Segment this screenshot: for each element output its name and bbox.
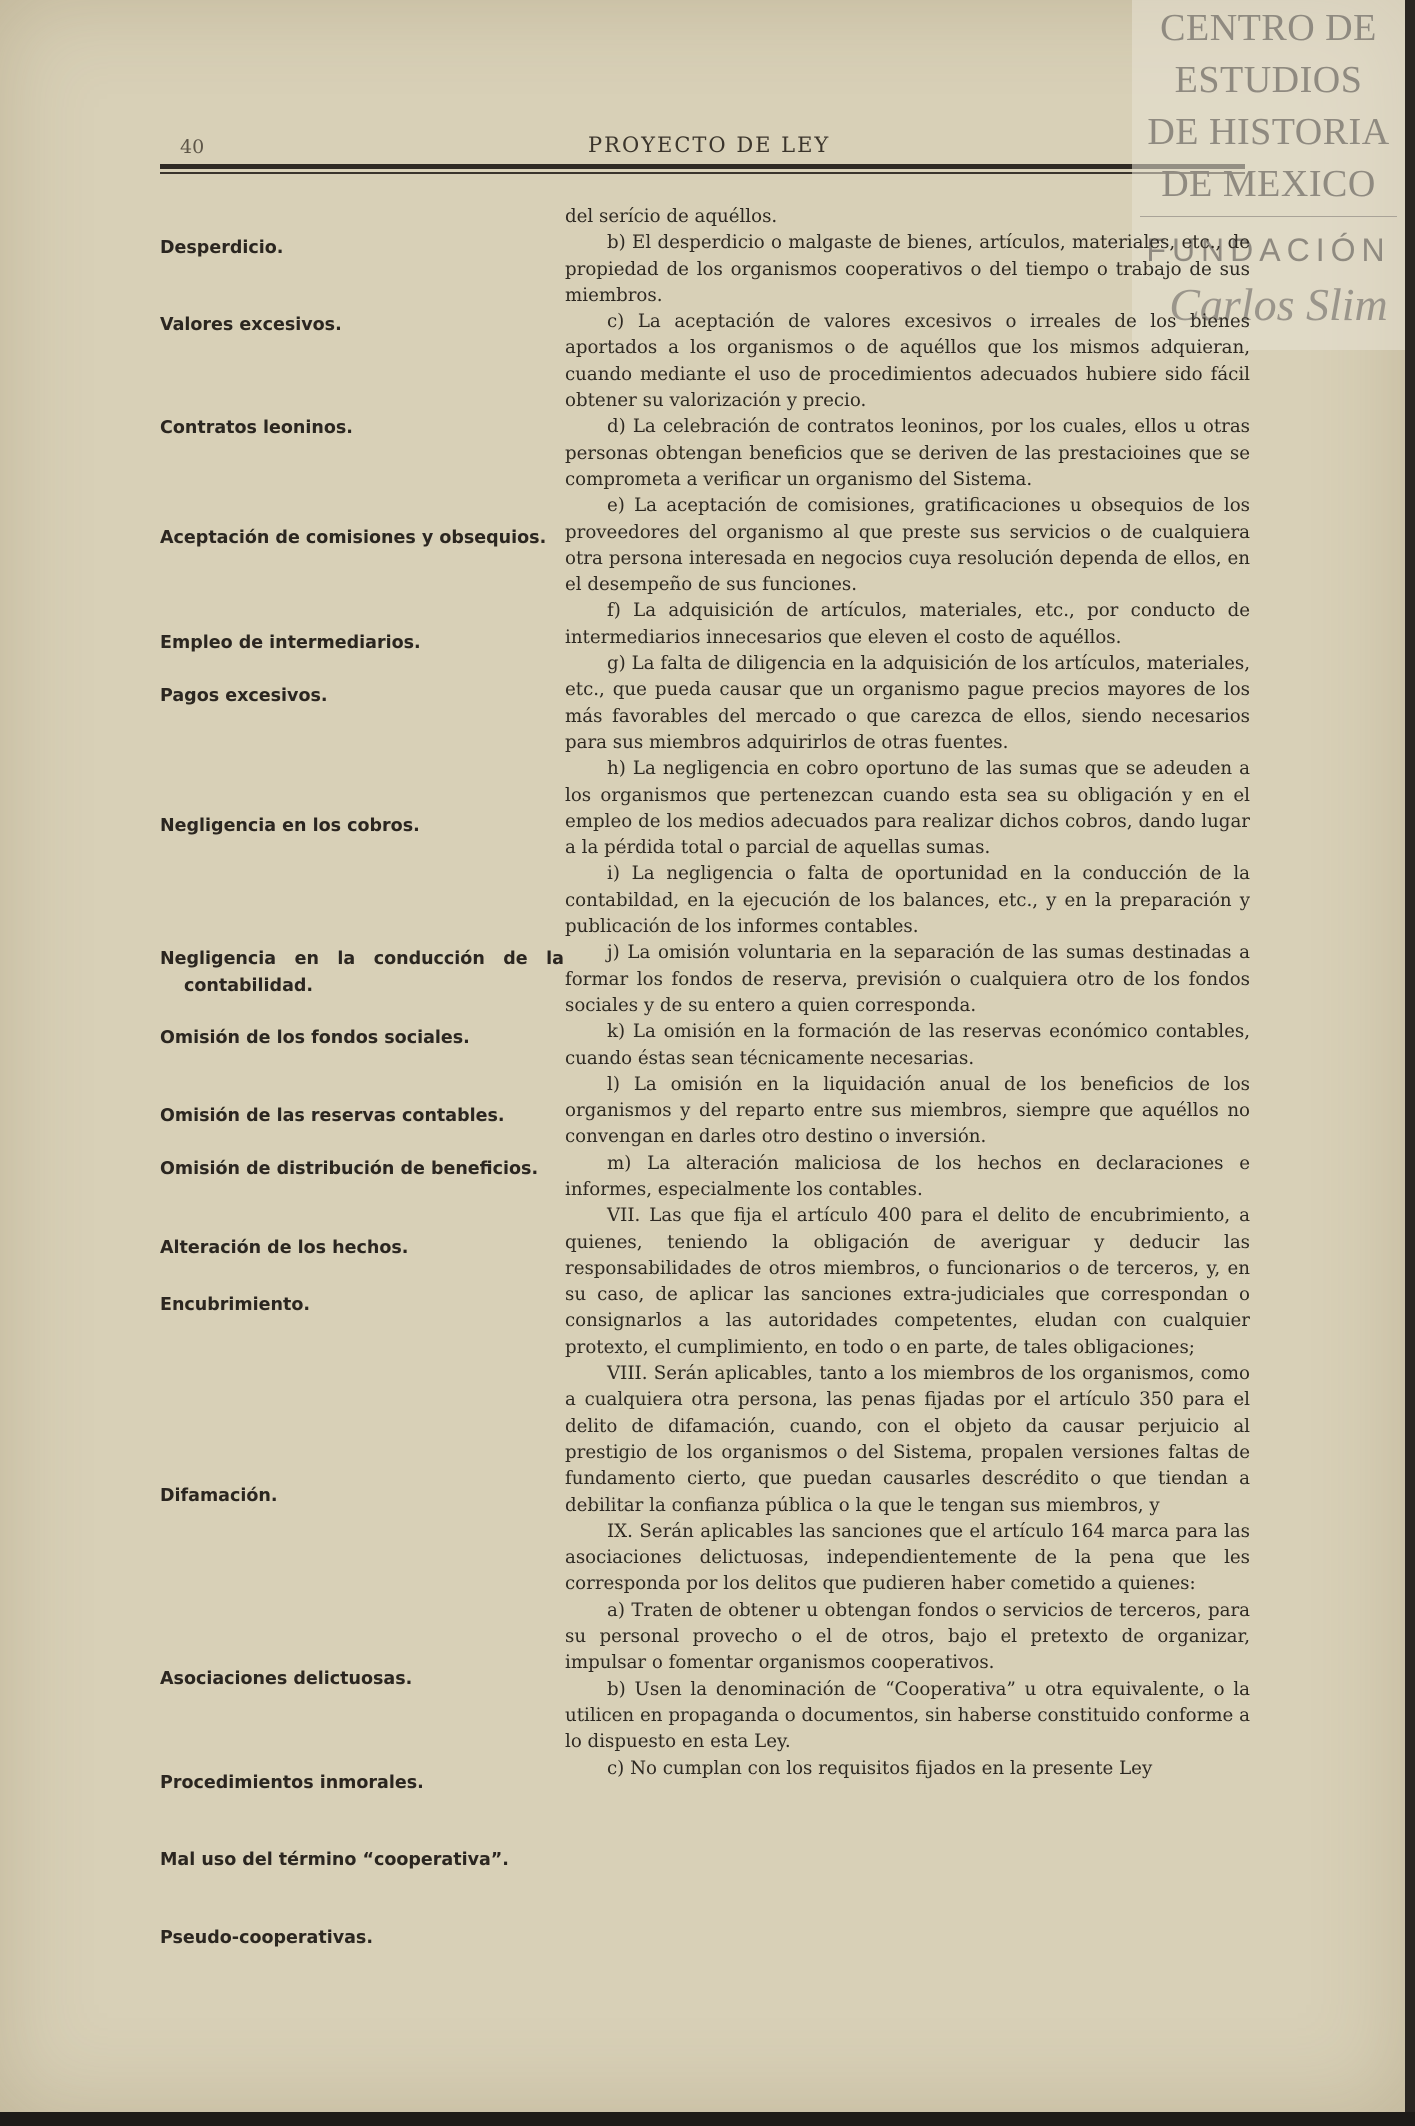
body-text [565,204,1250,1782]
paragraph: b) El desperdicio o malgaste de bienes, artículos, materiales, etc., de propiedad de los organismos cooperativos o del tiempo o trabajo de sus miembros. [565,232,1250,306]
paragraph: d) La celebración de contratos leoninos, por los cuales, ellos u otras personas obtengan beneficios que se deriven de las prestacioines que se comprometa a verificar un organismo del Sistema. [565,416,1250,490]
paragraph: IX. Serán aplicables las sanciones que el artículo 164 marca para las asociaciones delictuosas, independientemente de la pena que les corresponda por los delitos que pudieren haber cometido a quienes: [565,1520,1250,1595]
margin-note: Asociaciones delictuosas. [160,1669,413,1689]
scan-border-right [1405,0,1415,2126]
margin-note: Pseudo-cooperativas. [160,1928,373,1948]
paragraph: l) La omisión en la liquidación anual de los beneficios de los organismos y del reparto entre sus miembros, siempre que aquéllos no convengan en darles otro destino o inversión. [565,1073,1250,1148]
margin-note: Aceptación de comisiones y obsequios. [160,528,547,548]
margin-note: Pagos excesivos. [160,686,328,706]
margin-note: Desperdicio. [160,238,284,258]
paragraph: VII. Las que fija el artículo 400 para el delito de encubrimiento, a quienes, teniendo la obligación de averiguar y deducir las responsabilidades de otros miembros, o funcionarios o de terceros, y, en su caso, de aplicar las sanciones extra-judiciales que correspondan o consignarlos a las autoridades competentes, eludan con cualquier protexto, el cumplimiento, en todo o en parte, de tales obligaciones; [565,1205,1250,1358]
paragraph: f) La adquisición de artículos, materiales, etc., por conducto de intermediarios innecesarios que eleven el costo de aquéllos. [565,600,1250,648]
margin-note: Omisión de las reservas contables. [160,1106,505,1126]
paragraph: e) La aceptación de comisiones, gratificaciones u obsequios de los proveedores del organismo al que preste sus servicios o de cualquiera otra persona interesada en negocios cuya resolución dependa de ellos, en el desempeño de sus funciones. [565,495,1250,596]
header-rule-thin [160,172,1245,174]
paragraph: j) La omisión voluntaria en la separación de las sumas destinadas a formar los fondos de reserva, previsión o cualquiera otro de los fondos sociales y de su entero a quien corresponda. [565,942,1250,1016]
margin-note: Empleo de intermediarios. [160,633,421,653]
margin-note: Mal uso del término “cooperativa”. [160,1850,509,1870]
margin-note: Omisión de los fondos sociales. [160,1028,470,1048]
margin-note: Valores excesivos. [160,315,342,335]
paragraph: i) La negligencia o falta de oportunidad en la conducción de la contabildad, en la ejecución de los balances, etc., y en la preparación y publicación de los informes contables. [565,863,1250,938]
watermark-line: ESTUDIOS [1174,59,1363,101]
margin-note: Omisión de distribución de beneficios. [160,1159,539,1179]
watermark-foundation: FUNDACIÓN [1146,232,1391,268]
scan-border-bottom [0,2112,1415,2126]
paragraph: del serício de aquéllos. [565,206,778,227]
paragraph: k) La omisión en la formación de las reservas económico contables, cuando éstas sean técnicamente necesarias. [565,1021,1250,1069]
watermark-line: DE HISTORIA [1147,111,1390,153]
paragraph: b) Usen la denominación de “Cooperativa” u otra equivalente, o la utilicen en propaganda o documentos, sin haberse constituido conforme a lo dispuesto en esta Ley. [565,1678,1250,1753]
paragraph: h) La negligencia en cobro oportuno de las sumas que se adeuden a los organismos que pertenezcan cuando esta sea su obligación y en el empleo de los medios adecuados para realizar dichos cobros, dando lugar a la pérdida total o parcial de aquellas sumas. [565,758,1250,859]
watermark-line: CENTRO DE [1160,7,1377,49]
paragraph: c) No cumplan con los requisitos fijados en la presente Ley [607,1757,1153,1779]
running-title: PROYECTO DE LEY [588,133,831,157]
watermark-line: DE MEXICO [1161,163,1376,205]
page-number: 40 [180,136,205,158]
margin-note: Difamación. [160,1486,278,1506]
header-rule-thick [160,164,1245,169]
margin-note: Contratos leoninos. [160,418,353,438]
margin-note: Negligencia en la conducción de la contabilidad. [160,949,564,996]
paragraph: c) La aceptación de valores excesivos o irreales de los bienes aportados a los organismos o de aquéllos que los mismos adquieran, cuando mediante el uso de procedimientos adecuados hubiere sido fácil obtener su valorización y precio. [565,311,1250,412]
paragraph: a) Traten de obtener u obtengan fondos o servicios de terceros, para su personal provecho o el de otros, bajo el pretexto de organizar, impulsar o fomentar organismos cooperativos. [565,1599,1250,1674]
paragraph: g) La falta de diligencia en la adquisición de los artículos, materiales, etc., que pueda causar que un organismo pague precios mayores de los más favorables del mercado o que carezca de ellos, siendo necesarios para sus miembros adquirirlos de otras fuentes. [565,653,1250,753]
margin-note: Negligencia en los cobros. [160,816,420,836]
paragraph: m) La alteración maliciosa de los hechos en declaraciones e informes, especialmente los contables. [565,1152,1250,1200]
watermark-signature: Carlos Slim [1169,279,1388,330]
margin-note: Procedimientos inmorales. [160,1773,424,1793]
margin-note: Encubrimiento. [160,1295,310,1315]
paragraph: VIII. Serán aplicables, tanto a los miembros de los organismos, como a cualquiera otra persona, las penas fijadas por el artículo 350 para el delito de difamación, cuando, con el objeto da causar perjuicio al prestigio de los organismos o del Sistema, propalen versiones faltas de fundamento cierto, que puedan causarles descrédito o que tiendan a debilitar la confianza pública o la que le tengan sus miembros, y [565,1363,1250,1516]
margin-note: Alteración de los hechos. [160,1238,409,1258]
